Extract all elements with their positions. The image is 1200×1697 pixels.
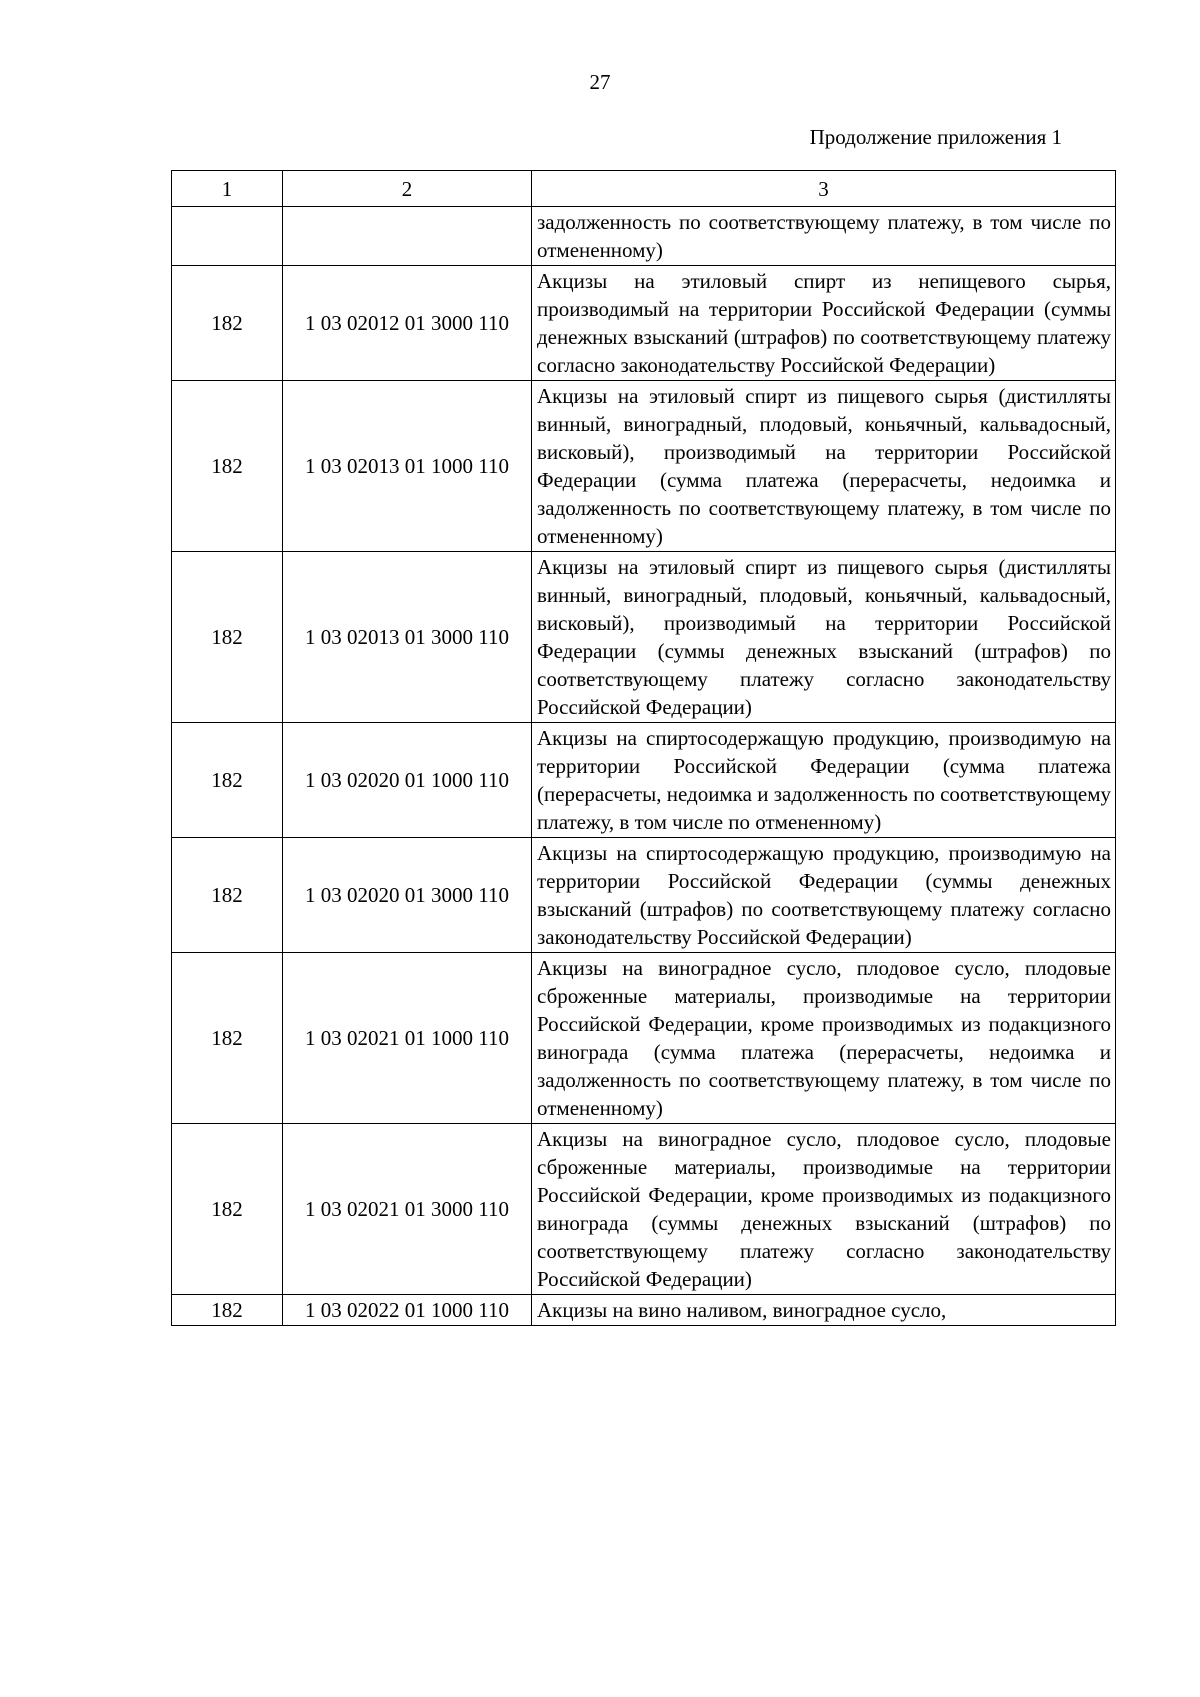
budget-code-cell: 1 03 02013 01 1000 110 <box>283 381 532 552</box>
admin-code-cell: 182 <box>172 1295 283 1326</box>
table-row <box>172 266 1116 381</box>
description-cell: Акцизы на виноградное сусло, плодовое сусло, плодовые сброженные материалы, производимые на территории Российской Федерации, кроме производимых из подакцизного винограда (суммы денежных взысканий (штрафов) по соответствующему платежу согласно законодательству Российской Федерации) <box>532 1124 1116 1295</box>
description-cell: задолженность по соответствующему платежу, в том числе по отмененному) <box>532 207 1116 266</box>
budget-code-cell: 1 03 02020 01 1000 110 <box>283 723 532 838</box>
admin-code-cell: 182 <box>172 552 283 723</box>
admin-code-cell: 182 <box>172 953 283 1124</box>
page-number: 27 <box>589 70 611 94</box>
table-row <box>172 1295 1116 1326</box>
header-col-2: 2 <box>283 171 532 207</box>
description-cell: Акцизы на спиртосодержащую продукцию, производимую на территории Российской Федерации (сумма платежа (перерасчеты, недоимка и задолженность по соответствующему платежу, в том числе по отмененному) <box>532 723 1116 838</box>
budget-code-cell: 1 03 02012 01 3000 110 <box>283 266 532 381</box>
description-cell: Акцизы на виноградное сусло, плодовое сусло, плодовые сброженные материалы, производимые на территории Российской Федерации, кроме производимых из подакцизного винограда (сумма платежа (перерасчеты, недоимка и задолженность по соответствующему платежу, в том числе по отмененному) <box>532 953 1116 1124</box>
budget-code-cell: 1 03 02013 01 3000 110 <box>283 552 532 723</box>
budget-code-cell: 1 03 02022 01 1000 110 <box>283 1295 532 1326</box>
table-row <box>172 723 1116 838</box>
description-cell: Акцизы на этиловый спирт из непищевого сырья, производимый на территории Российской Федерации (суммы денежных взысканий (штрафов) по соответствующему платежу согласно законодательству Российской Федерации) <box>532 266 1116 381</box>
table-row <box>172 552 1116 723</box>
table-header-row <box>172 171 1116 207</box>
budget-code-cell <box>283 207 532 266</box>
table-row <box>172 381 1116 552</box>
appendix-continuation-note: Продолжение приложения 1 <box>809 125 1062 149</box>
table-row <box>172 953 1116 1124</box>
description-cell: Акцизы на этиловый спирт из пищевого сырья (дистилляты винный, виноградный, плодовый, коньячный, кальвадосный, висковый), производимый на территории Российской Федерации (сумма платежа (перерасчеты, недоимка и задолженность по соответствующему платежу, в том числе по отмененному) <box>532 381 1116 552</box>
admin-code-cell: 182 <box>172 723 283 838</box>
budget-code-cell: 1 03 02020 01 3000 110 <box>283 838 532 953</box>
budget-code-cell: 1 03 02021 01 3000 110 <box>283 1124 532 1295</box>
description-cell: Акцизы на спиртосодержащую продукцию, производимую на территории Российской Федерации (суммы денежных взысканий (штрафов) по соответствующему платежу согласно законодательству Российской Федерации) <box>532 838 1116 953</box>
admin-code-cell: 182 <box>172 381 283 552</box>
admin-code-cell: 182 <box>172 1124 283 1295</box>
budget-codes-table <box>171 170 1116 1326</box>
table-row <box>172 838 1116 953</box>
table-row <box>172 207 1116 266</box>
admin-code-cell <box>172 207 283 266</box>
table-row <box>172 1124 1116 1295</box>
header-col-3: 3 <box>532 171 1116 207</box>
description-cell: Акцизы на вино наливом, виноградное сусло, <box>532 1295 1116 1326</box>
description-cell: Акцизы на этиловый спирт из пищевого сырья (дистилляты винный, виноградный, плодовый, коньячный, кальвадосный, висковый), производимый на территории Российской Федерации (суммы денежных взысканий (штрафов) по соответствующему платежу согласно законодательству Российской Федерации) <box>532 552 1116 723</box>
budget-code-cell: 1 03 02021 01 1000 110 <box>283 953 532 1124</box>
admin-code-cell: 182 <box>172 838 283 953</box>
header-col-1: 1 <box>172 171 283 207</box>
admin-code-cell: 182 <box>172 266 283 381</box>
